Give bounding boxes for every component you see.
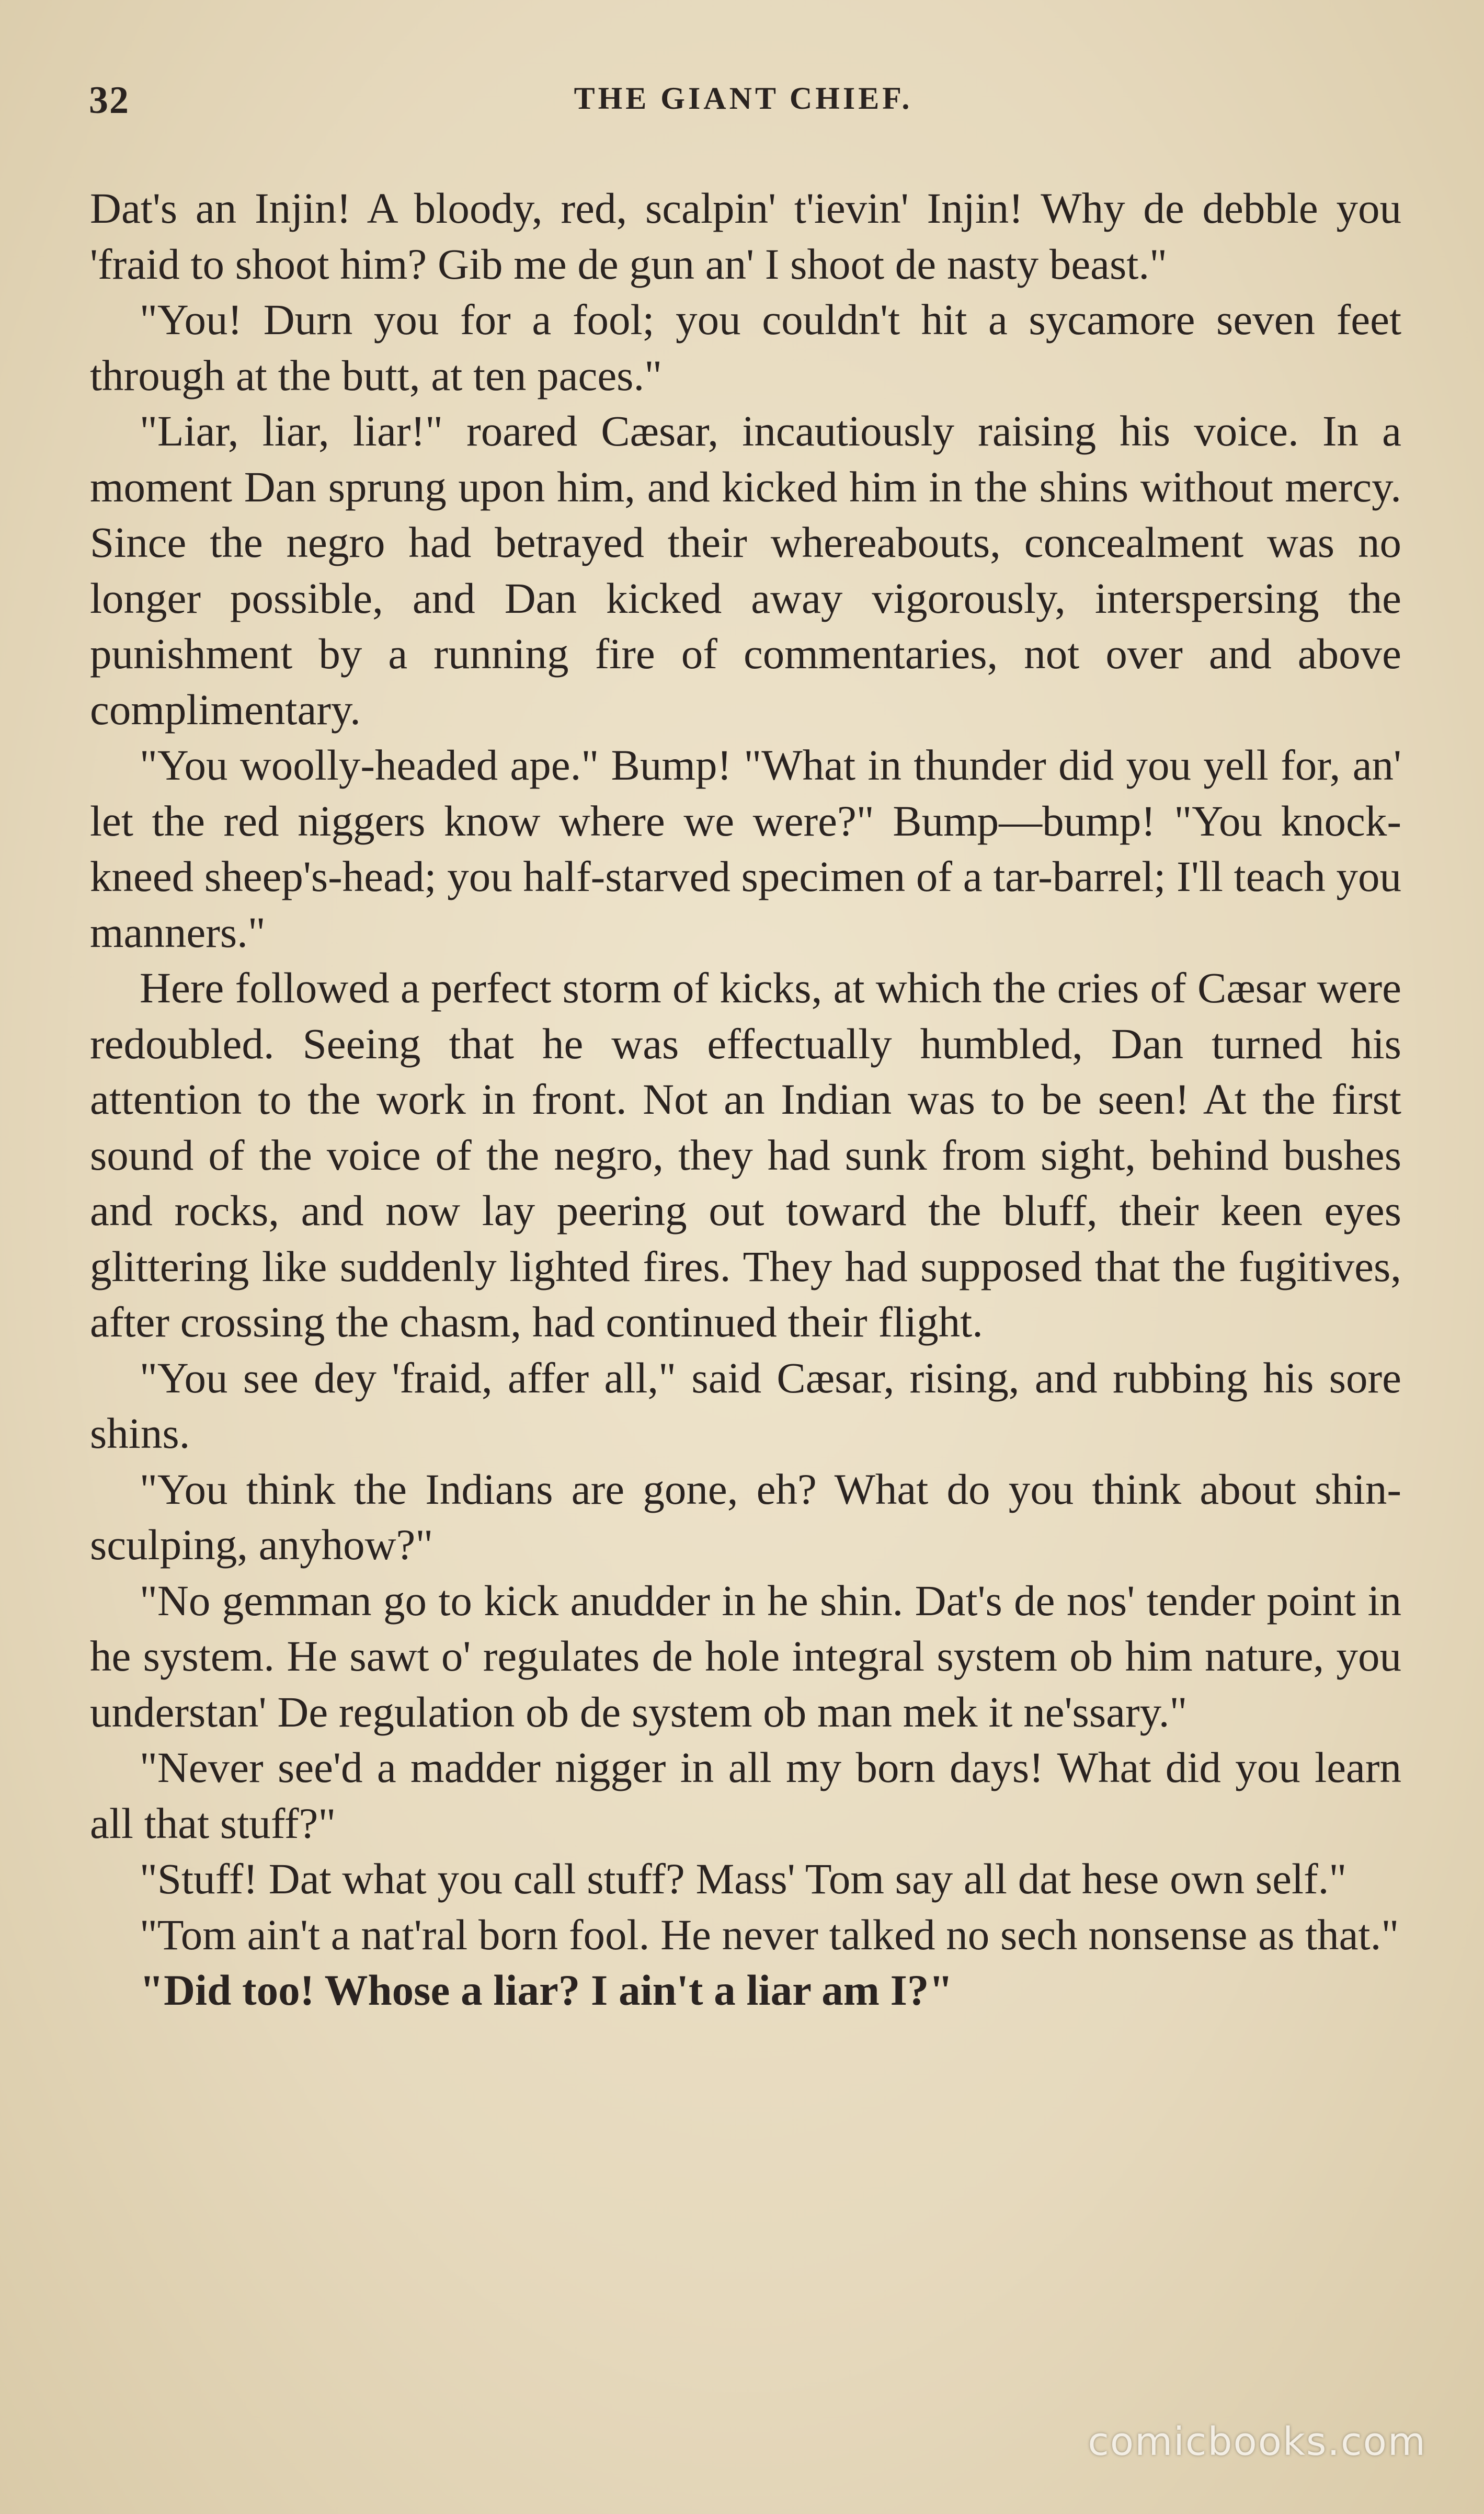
paragraph: Dat's an Injin! A bloody, red, scalpin' t'ievin' Injin! Why de debble you 'fraid to shoot him? Gib me de gun an' I shoot de nasty beast." bbox=[90, 184, 1401, 288]
paragraph: Here followed a perfect storm of kicks, at which the cries of Cæsar were redoubled. Seeing that he was effectually humbled, Dan turned his attention to the work in front. Not an Indian was to be seen! At the first sound of the voice of the negro, they had sunk from sight, behind bushes and rocks, and now lay peering out toward the bluff, their keen eyes glittering like suddenly lighted fires. They had supposed that the fugitives, after crossing the chasm, had continued their flight. bbox=[90, 964, 1401, 1346]
page-header bbox=[89, 78, 1398, 125]
watermark: comicbooks.com bbox=[1088, 2419, 1426, 2464]
paragraph: "No gemman go to kick anudder in he shin. Dat's de nos' tender point in he system. He sawt o' regulates de hole integral system ob him nature, you understan' De regulation ob de system ob man mek it ne'ssary." bbox=[90, 1576, 1401, 1736]
paragraph: "You think the Indians are gone, eh? What do you think about shin-sculping, anyhow?" bbox=[90, 1465, 1401, 1569]
page-number: 32 bbox=[89, 79, 130, 122]
paragraph: "You see dey 'fraid, affer all," said Cæsar, rising, and rubbing his sore shins. bbox=[90, 1353, 1401, 1457]
paragraph: "Tom ain't a nat'ral born fool. He never talked no sech nonsense as that." bbox=[140, 1910, 1399, 1959]
body-text bbox=[90, 180, 1401, 2018]
paragraph: "You woolly-headed ape." Bump! "What in thunder did you yell for, an' let the red niggers know where we were?" Bump—bump! "You knock-kneed sheep's-head; you half-starved specimen of a tar-barrel; I'll teach you manners." bbox=[90, 741, 1401, 956]
paragraph: "Liar, liar, liar!" roared Cæsar, incautiously raising his voice. In a moment Dan sprung upon him, and kicked him in the shins without mercy. Since the negro had betrayed their whereabouts, concealment was no longer possible, and Dan kicked away vigorously, interspersing the punishment by a running fire of commentaries, not over and above complimentary. bbox=[90, 407, 1401, 734]
paragraph: "Stuff! Dat what you call stuff? Mass' Tom say all dat hese own self." bbox=[140, 1855, 1347, 1903]
paragraph: "You! Durn you for a fool; you couldn't hit a sycamore seven feet through at the butt, at ten paces." bbox=[90, 295, 1401, 399]
paragraph: "Did too! Whose a liar? I ain't a liar am I?" bbox=[140, 1966, 953, 2014]
paragraph: "Never see'd a madder nigger in all my born days! What did you learn all that stuff?" bbox=[90, 1743, 1401, 1847]
running-head: THE GIANT CHIEF. bbox=[574, 81, 913, 116]
